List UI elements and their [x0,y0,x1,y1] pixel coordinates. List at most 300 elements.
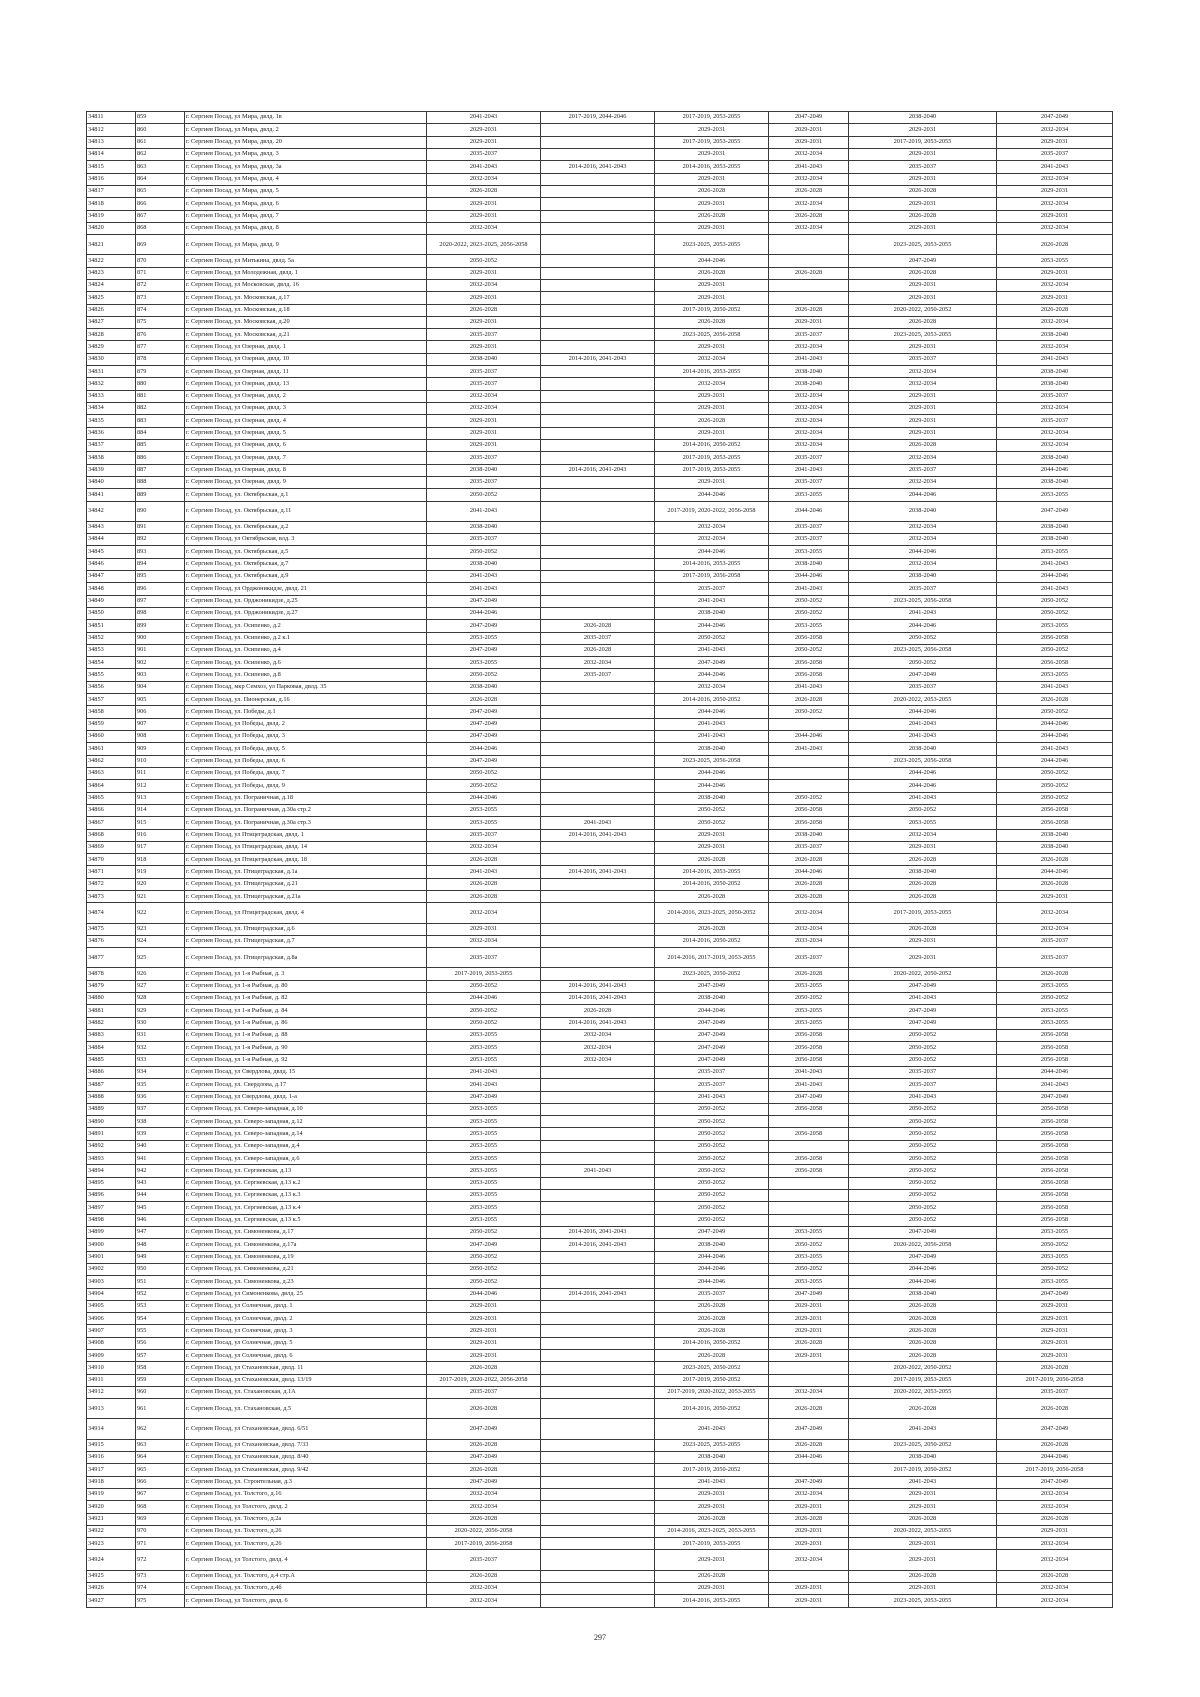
period-c-cell: 2041-2043 [655,1091,769,1103]
period-c-cell: 2029-2031 [655,403,769,415]
period-c-cell: 2023-2025, 2056-2058 [655,329,769,341]
period-e-cell: 2029-2031 [849,198,997,210]
item-number-cell: 923 [136,923,185,935]
period-f-cell: 2047-2049 [997,1091,1113,1103]
table-row [87,1042,1113,1054]
period-d-cell: 2047-2049 [769,1091,849,1103]
item-number-cell: 898 [136,607,185,619]
period-a-cell: 2029-2031 [427,415,541,427]
period-d-cell: 2056-2058 [769,1029,849,1041]
period-b-cell: 2014-2016, 2041-2043 [541,980,655,992]
address-cell: г. Сергиев Посад, ул Московская, двлд. 16 [185,279,427,291]
address-cell: г. Сергиев Посад, ул. Птицеградская, д.7 [185,935,427,947]
table-row [87,427,1113,439]
period-b-cell [541,570,655,582]
table-row [87,1525,1113,1537]
address-cell: г. Сергиев Посад, ул. Октябрьская, д.9 [185,570,427,582]
row-id-cell: 34868 [87,829,136,841]
period-c-cell: 2050-2052 [655,1190,769,1202]
row-id-cell: 34838 [87,452,136,464]
table-row [87,112,1113,124]
address-cell: г. Сергиев Посад, ул. Орджоникидзе, д.27 [185,607,427,619]
row-id-cell: 34903 [87,1276,136,1288]
period-d-cell: 2053-2055 [769,1017,849,1029]
period-d-cell [769,255,849,267]
period-c-cell: 2017-2019, 2050-2052 [655,1374,769,1386]
table-row [87,878,1113,890]
period-f-cell: 2032-2034 [997,1501,1113,1513]
table-row [87,235,1113,255]
period-d-cell: 2026-2028 [769,878,849,890]
period-c-cell: 2050-2052 [655,1177,769,1189]
row-id-cell: 34890 [87,1116,136,1128]
period-d-cell [769,292,849,304]
period-d-cell: 2044-2046 [769,1451,849,1463]
period-b-cell: 2014-2016, 2041-2043 [541,1226,655,1238]
period-f-cell: 2032-2034 [997,923,1113,935]
item-number-cell: 885 [136,439,185,451]
period-d-cell [769,1464,849,1476]
row-id-cell: 34873 [87,891,136,903]
period-c-cell: 2026-2028 [655,267,769,279]
address-cell: г. Сергиев Посад, ул. Октябрьская, д.7 [185,558,427,570]
row-id-cell: 34853 [87,644,136,656]
item-number-cell: 882 [136,403,185,415]
period-d-cell: 2026-2028 [769,1337,849,1349]
period-f-cell: 2029-2031 [997,1313,1113,1325]
period-c-cell: 2050-2052 [655,1153,769,1165]
period-c-cell: 2029-2031 [655,390,769,402]
row-id-cell: 34840 [87,476,136,488]
period-e-cell: 2029-2031 [849,1582,997,1594]
period-d-cell: 2026-2028 [769,1399,849,1419]
row-id-cell: 34901 [87,1251,136,1263]
table-row [87,829,1113,841]
period-c-cell: 2017-2019, 2050-2052 [655,304,769,316]
period-d-cell: 2050-2052 [769,706,849,718]
period-e-cell: 2023-2025, 2056-2058 [849,644,997,656]
period-e-cell: 2032-2034 [849,534,997,546]
table-row [87,521,1113,533]
period-b-cell: 2026-2028 [541,1005,655,1017]
period-d-cell: 2032-2034 [769,427,849,439]
address-cell: г. Сергиев Посад, ул. Северо-западная, д.14 [185,1128,427,1140]
address-cell: г. Сергиев Посад, ул 1-я Рыбная, д. 84 [185,1005,427,1017]
item-number-cell: 974 [136,1582,185,1594]
period-c-cell: 2026-2028 [655,1325,769,1337]
period-d-cell: 2053-2055 [769,1251,849,1263]
period-e-cell: 2044-2046 [849,1263,997,1275]
period-b-cell: 2032-2034 [541,1054,655,1066]
period-e-cell: 2029-2031 [849,148,997,160]
period-e-cell: 2044-2046 [849,620,997,632]
row-id-cell: 34842 [87,501,136,521]
table-row [87,620,1113,632]
item-number-cell: 971 [136,1538,185,1550]
row-id-cell: 34875 [87,923,136,935]
row-id-cell: 34833 [87,390,136,402]
table-row [87,1202,1113,1214]
row-id-cell: 34885 [87,1054,136,1066]
period-d-cell [769,1140,849,1152]
period-f-cell: 2053-2055 [997,669,1113,681]
period-c-cell: 2017-2019, 2053-2055 [655,112,769,124]
period-c-cell: 2023-2025, 2053-2055 [655,1439,769,1451]
address-cell: г. Сергиев Посад, ул. Толстого, д.4б [185,1582,427,1594]
period-c-cell: 2014-2016, 2053-2055 [655,366,769,378]
period-d-cell: 2041-2043 [769,743,849,755]
period-a-cell: 2029-2031 [427,1313,541,1325]
address-cell: г. Сергиев Посад, ул. Свердлова, д.17 [185,1079,427,1091]
period-a-cell: 2035-2037 [427,329,541,341]
table-row [87,1350,1113,1362]
period-a-cell: 2017-2019, 2053-2055 [427,968,541,980]
period-e-cell: 2035-2037 [849,681,997,693]
period-e-cell: 2050-2052 [849,1177,997,1189]
period-d-cell: 2035-2037 [769,948,849,968]
item-number-cell: 905 [136,694,185,706]
address-cell: г. Сергиев Посад, ул Птицеградская, двлд. 18 [185,854,427,866]
period-a-cell: 2032-2034 [427,222,541,234]
period-a-cell: 2032-2034 [427,903,541,923]
period-e-cell: 2017-2019, 2053-2055 [849,1374,997,1386]
item-number-cell: 917 [136,841,185,853]
row-id-cell: 34816 [87,173,136,185]
period-a-cell: 2035-2037 [427,366,541,378]
item-number-cell: 888 [136,476,185,488]
period-a-cell: 2029-2031 [427,316,541,328]
address-cell: г. Сергиев Посад, ул Мира, двлд. 1в [185,112,427,124]
period-e-cell: 2041-2043 [849,792,997,804]
period-d-cell: 2032-2034 [769,903,849,923]
period-a-cell: 2053-2055 [427,1042,541,1054]
period-b-cell [541,210,655,222]
address-cell: г. Сергиев Посад, ул. Толстого, д.4 стр.А [185,1570,427,1582]
period-a-cell: 2047-2049 [427,1239,541,1251]
period-a-cell: 2053-2055 [427,804,541,816]
period-d-cell [769,780,849,792]
period-c-cell: 2044-2046 [655,255,769,267]
period-f-cell: 2029-2031 [997,292,1113,304]
period-d-cell: 2044-2046 [769,731,849,743]
period-b-cell [541,1140,655,1152]
row-id-cell: 34917 [87,1464,136,1476]
item-number-cell: 873 [136,292,185,304]
period-c-cell: 2050-2052 [655,817,769,829]
period-c-cell: 2029-2031 [655,222,769,234]
item-number-cell: 910 [136,755,185,767]
table-row [87,546,1113,558]
period-d-cell: 2032-2034 [769,415,849,427]
period-b-cell [541,1214,655,1226]
period-b-cell [541,1570,655,1582]
period-f-cell: 2044-2046 [997,464,1113,476]
period-d-cell: 2041-2043 [769,161,849,173]
period-a-cell: 2035-2037 [427,829,541,841]
period-a-cell: 2050-2052 [427,780,541,792]
period-e-cell: 2047-2049 [849,1005,997,1017]
period-e-cell: 2029-2031 [849,173,997,185]
period-b-cell [541,1128,655,1140]
address-cell: г. Сергиев Посад, ул Молодежная, двлд. 1 [185,267,427,279]
period-a-cell: 2029-2031 [427,136,541,148]
period-b-cell: 2032-2034 [541,657,655,669]
period-e-cell: 2023-2025, 2056-2058 [849,755,997,767]
period-a-cell: 2029-2031 [427,210,541,222]
period-f-cell: 2050-2052 [997,706,1113,718]
period-b-cell [541,923,655,935]
period-f-cell: 2026-2028 [997,1362,1113,1374]
period-c-cell: 2014-2016, 2053-2055 [655,558,769,570]
address-cell: г. Сергиев Посад, ул Озерная, двлд. 8 [185,464,427,476]
period-f-cell: 2026-2028 [997,235,1113,255]
period-e-cell: 2041-2043 [849,607,997,619]
address-cell: г. Сергиев Посад, ул 1-я Рыбная, д. 88 [185,1029,427,1041]
table-row [87,1079,1113,1091]
row-id-cell: 34895 [87,1177,136,1189]
period-a-cell: 2026-2028 [427,1362,541,1374]
schedule-table-body [87,112,1113,1608]
period-b-cell [541,1399,655,1419]
period-d-cell: 2035-2037 [769,476,849,488]
item-number-cell: 951 [136,1276,185,1288]
period-f-cell: 2053-2055 [997,620,1113,632]
period-d-cell: 2056-2058 [769,1054,849,1066]
table-row [87,854,1113,866]
period-e-cell: 2041-2043 [849,1476,997,1488]
period-e-cell: 2050-2052 [849,1214,997,1226]
period-f-cell: 2038-2040 [997,366,1113,378]
period-e-cell: 2035-2037 [849,161,997,173]
period-a-cell: 2026-2028 [427,1439,541,1451]
period-b-cell [541,1337,655,1349]
address-cell: г. Сергиев Посад, ул. Осипенко, д.4 [185,644,427,656]
row-id-cell: 34835 [87,415,136,427]
period-a-cell: 2047-2049 [427,1451,541,1463]
row-id-cell: 34891 [87,1128,136,1140]
period-f-cell: 2056-2058 [997,1177,1113,1189]
period-f-cell: 2044-2046 [997,866,1113,878]
row-id-cell: 34913 [87,1399,136,1419]
period-b-cell [541,267,655,279]
row-id-cell: 34817 [87,185,136,197]
period-d-cell: 2056-2058 [769,804,849,816]
period-e-cell: 2023-2025, 2053-2055 [849,1595,997,1608]
period-d-cell: 2026-2028 [769,854,849,866]
period-c-cell: 2047-2049 [655,980,769,992]
period-f-cell: 2044-2046 [997,731,1113,743]
period-d-cell: 2056-2058 [769,1128,849,1140]
period-c-cell: 2029-2031 [655,124,769,136]
period-a-cell: 2035-2037 [427,534,541,546]
period-a-cell: 2053-2055 [427,817,541,829]
period-d-cell [769,755,849,767]
item-number-cell: 926 [136,968,185,980]
period-f-cell: 2047-2049 [997,501,1113,521]
period-e-cell: 2035-2037 [849,583,997,595]
item-number-cell: 928 [136,993,185,1005]
period-a-cell: 2026-2028 [427,854,541,866]
period-d-cell: 2029-2031 [769,1595,849,1608]
period-a-cell: 2029-2031 [427,439,541,451]
period-c-cell: 2023-2025, 2056-2058 [655,755,769,767]
address-cell: г. Сергиев Посад, ул. Птицеградская, д.6 [185,923,427,935]
period-d-cell: 2029-2031 [769,1538,849,1550]
item-number-cell: 975 [136,1595,185,1608]
row-id-cell: 34843 [87,521,136,533]
item-number-cell: 874 [136,304,185,316]
period-c-cell: 2029-2031 [655,427,769,439]
item-number-cell: 912 [136,780,185,792]
period-c-cell: 2023-2025, 2053-2055 [655,235,769,255]
address-cell: г. Сергиев Посад, ул Озерная, двлд. 10 [185,353,427,365]
period-d-cell: 2038-2040 [769,378,849,390]
period-f-cell: 2032-2034 [997,1550,1113,1570]
table-row [87,1325,1113,1337]
item-number-cell: 869 [136,235,185,255]
period-d-cell [769,279,849,291]
period-d-cell: 2038-2040 [769,366,849,378]
period-f-cell: 2035-2037 [997,148,1113,160]
row-id-cell: 34908 [87,1337,136,1349]
period-e-cell: 2029-2031 [849,124,997,136]
table-row [87,136,1113,148]
address-cell: г. Сергиев Посад, ул. Сергиевская, д.13 к.3 [185,1190,427,1202]
period-f-cell: 2056-2058 [997,1116,1113,1128]
period-e-cell: 2029-2031 [849,279,997,291]
period-f-cell: 2056-2058 [997,1165,1113,1177]
address-cell: г. Сергиев Посад, ул. Сергиевская, д.13 к.4 [185,1202,427,1214]
period-e-cell: 2050-2052 [849,632,997,644]
period-c-cell: 2050-2052 [655,1128,769,1140]
row-id-cell: 34892 [87,1140,136,1152]
period-e-cell: 2029-2031 [849,390,997,402]
item-number-cell: 916 [136,829,185,841]
address-cell: г. Сергиев Посад, ул Птицеградская, двлд. 1 [185,829,427,841]
period-f-cell: 2056-2058 [997,1202,1113,1214]
period-e-cell: 2050-2052 [849,1054,997,1066]
schedule-table [86,111,1113,1608]
row-id-cell: 34879 [87,980,136,992]
period-e-cell: 2032-2034 [849,452,997,464]
period-a-cell: 2029-2031 [427,292,541,304]
address-cell: г. Сергиев Посад, ул Победы, двлд. 7 [185,767,427,779]
table-row [87,755,1113,767]
address-cell: г. Сергиев Посад, ул. Толстого, д.2а [185,1513,427,1525]
period-d-cell [769,767,849,779]
period-c-cell: 2032-2034 [655,378,769,390]
period-f-cell: 2032-2034 [997,341,1113,353]
period-f-cell: 2038-2040 [997,452,1113,464]
table-row [87,1177,1113,1189]
period-e-cell: 2026-2028 [849,1325,997,1337]
address-cell: г. Сергиев Посад, ул Митькина, двлд. 5а [185,255,427,267]
table-row [87,948,1113,968]
period-c-cell: 2032-2034 [655,534,769,546]
address-cell: г. Сергиев Посад, ул Озерная, двлд. 9 [185,476,427,488]
table-row [87,1387,1113,1399]
row-id-cell: 34861 [87,743,136,755]
item-number-cell: 921 [136,891,185,903]
period-b-cell [541,1451,655,1463]
period-c-cell: 2029-2031 [655,1488,769,1500]
address-cell: г. Сергиев Посад, ул. Стахановская, д.5 [185,1399,427,1419]
period-f-cell: 2032-2034 [997,279,1113,291]
period-d-cell: 2044-2046 [769,501,849,521]
period-a-cell: 2047-2049 [427,1476,541,1488]
table-row [87,316,1113,328]
period-b-cell [541,304,655,316]
period-f-cell: 2026-2028 [997,968,1113,980]
item-number-cell: 872 [136,279,185,291]
period-a-cell: 2017-2019, 2020-2022, 2056-2058 [427,1374,541,1386]
period-e-cell: 2038-2040 [849,570,997,582]
period-f-cell: 2029-2031 [997,136,1113,148]
period-b-cell [541,1513,655,1525]
period-e-cell: 2050-2052 [849,804,997,816]
item-number-cell: 941 [136,1153,185,1165]
row-id-cell: 34834 [87,403,136,415]
table-row [87,1570,1113,1582]
table-row [87,558,1113,570]
period-d-cell: 2026-2028 [769,304,849,316]
period-c-cell: 2038-2040 [655,743,769,755]
row-id-cell: 34907 [87,1325,136,1337]
row-id-cell: 34897 [87,1202,136,1214]
period-a-cell: 2035-2037 [427,148,541,160]
period-b-cell [541,427,655,439]
period-d-cell: 2038-2040 [769,829,849,841]
period-c-cell: 2044-2046 [655,706,769,718]
period-e-cell: 2032-2034 [849,521,997,533]
period-d-cell: 2026-2028 [769,185,849,197]
period-f-cell: 2047-2049 [997,1419,1113,1439]
period-a-cell: 2050-2052 [427,767,541,779]
address-cell: г. Сергиев Посад, ул. Осипенко, д.2 к.1 [185,632,427,644]
row-id-cell: 34864 [87,780,136,792]
period-e-cell: 2017-2019, 2050-2052 [849,1464,997,1476]
address-cell: г. Сергиев Посад, ул Октябрьская, влд. 3 [185,534,427,546]
table-row [87,1005,1113,1017]
period-e-cell: 2029-2031 [849,1538,997,1550]
period-a-cell: 2032-2034 [427,1595,541,1608]
item-number-cell: 893 [136,546,185,558]
item-number-cell: 878 [136,353,185,365]
item-number-cell: 935 [136,1079,185,1091]
period-e-cell: 2047-2049 [849,1226,997,1238]
period-d-cell: 2056-2058 [769,1165,849,1177]
period-b-cell [541,366,655,378]
row-id-cell: 34858 [87,706,136,718]
address-cell: г. Сергиев Посад, ул Победы, двлд. 5 [185,743,427,755]
period-a-cell: 2041-2043 [427,1079,541,1091]
row-id-cell: 34829 [87,341,136,353]
item-number-cell: 913 [136,792,185,804]
row-id-cell: 34814 [87,148,136,160]
period-d-cell [769,1374,849,1386]
period-c-cell: 2044-2046 [655,780,769,792]
period-b-cell [541,1202,655,1214]
table-row [87,255,1113,267]
period-c-cell: 2038-2040 [655,607,769,619]
period-c-cell: 2026-2028 [655,1350,769,1362]
item-number-cell: 934 [136,1066,185,1078]
period-d-cell: 2041-2043 [769,1079,849,1091]
period-c-cell: 2017-2019, 2020-2022, 2056-2058 [655,501,769,521]
period-f-cell: 2035-2037 [997,935,1113,947]
period-f-cell: 2056-2058 [997,1103,1113,1115]
table-row [87,1251,1113,1263]
